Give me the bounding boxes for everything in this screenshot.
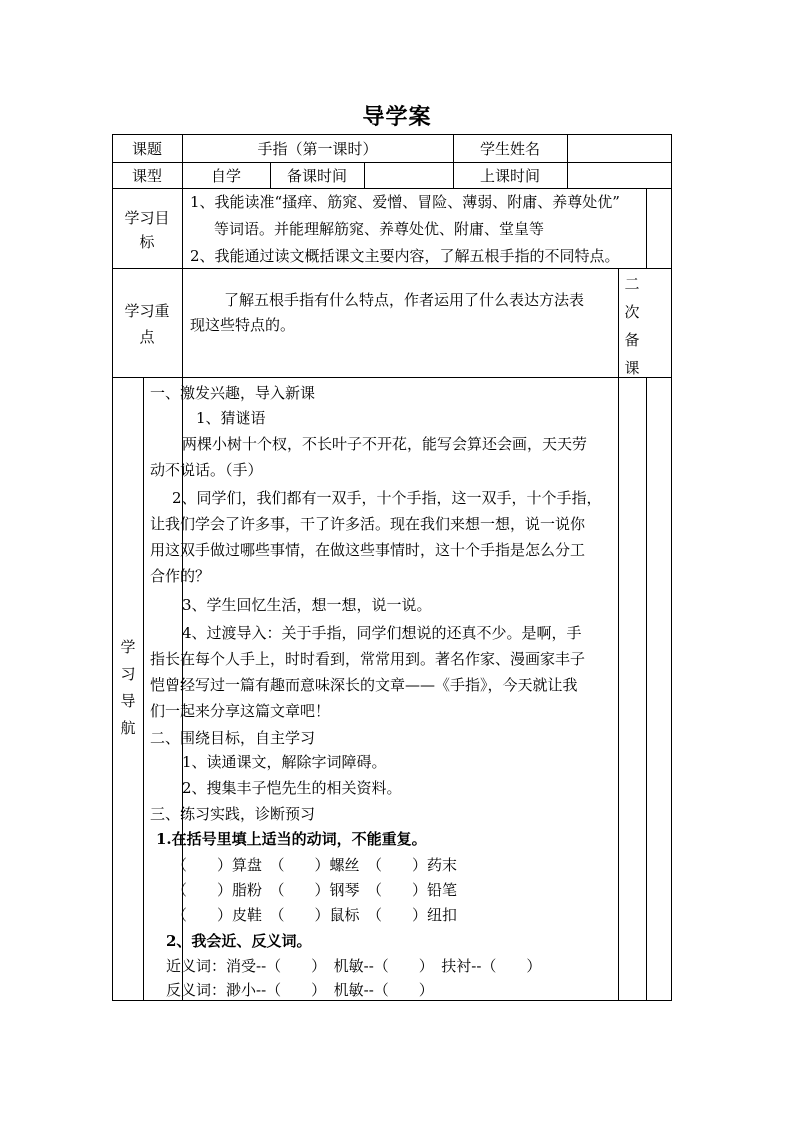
guide-line-15: 1、读通课文，解除字词障碍。 xyxy=(182,753,387,771)
guide-line-1: 一、激发兴趣，导入新课 xyxy=(150,384,316,402)
guide-line-4: 动不说话。（手） xyxy=(150,461,263,479)
guide-label: 学 习 导 航 xyxy=(120,638,136,737)
guide-line-2: 1、猜谜语 xyxy=(196,409,266,427)
guide-line-11: 指长在每个人手上，时时看到，常常用到。著名作家、漫画家丰子 xyxy=(150,650,586,668)
guide-line-24: 反义词：渺小--（ ） 机敏--（ ） xyxy=(166,981,434,999)
guide-line-21: （ ）皮鞋 （ ）鼠标 （ ）纽扣 xyxy=(172,906,458,924)
guide-line-7: 用这双手做过哪些事情，在做这些事情时，这十个手指是怎么分工 xyxy=(150,541,586,559)
goals-line-3: 2、我能通过读文概括课文主要内容，了解五根手指的不同特点。 xyxy=(190,247,620,265)
guide-line-9: 3、学生回忆生活，想一想，说一说。 xyxy=(182,596,432,614)
guide-line-6: 让我们学会了许多事，干了许多活。现在我们来想一想，说一说你 xyxy=(150,515,586,533)
page-title: 导学案 xyxy=(362,104,432,130)
label-class-time: 上课时间 xyxy=(479,167,540,185)
guide-line-12: 恺曾经写过一篇有趣而意味深长的文章——《手指》，今天就让我 xyxy=(150,676,578,694)
label-lesson-type: 课型 xyxy=(131,167,162,185)
focus-line-2: 现这些特点的。 xyxy=(190,316,296,334)
topic-value: 手指（第一课时） xyxy=(257,140,378,158)
label-topic: 课题 xyxy=(131,140,162,158)
focus-label: 学习重 点 xyxy=(124,302,170,346)
guide-line-3: 两棵小树十个杈，不长叶子不开花，能写会算还会画，天天劳 xyxy=(182,435,588,453)
guide-line-10: 4、过渡导入：关于手指，同学们想说的还真不少。是啊，手 xyxy=(182,624,582,642)
secondary-prep-label: 二 次 备 课 xyxy=(624,275,640,377)
lesson-type-value: 自学 xyxy=(210,167,241,185)
goals-line-2: 等词语。并能理解筋窕、养尊处优、附庸、堂皇等 xyxy=(214,220,545,238)
label-prep-time: 备课时间 xyxy=(286,167,347,185)
focus-line-1: 了解五根手指有什么特点，作者运用了什么表达方法表 xyxy=(224,291,585,309)
guide-line-13: 们一起来分享这篇文章吧！ xyxy=(150,702,331,720)
guide-line-20: （ ）脂粉 （ ）钢琴 （ ）铅笔 xyxy=(172,881,458,899)
goals-label: 学习目 标 xyxy=(124,209,170,251)
guide-line-16: 2、搜集丰子恺先生的相关资料。 xyxy=(182,779,402,797)
guide-line-5: 2、同学们，我们都有一双手，十个手指，这一双手，十个手指， xyxy=(172,489,602,507)
guide-line-14: 二、围绕目标，自主学习 xyxy=(150,729,316,747)
goals-line-1: 1、我能读准“搔痒、筋窕、爱憎、冒险、薄弱、附庸、养尊处优” xyxy=(190,193,620,211)
label-student-name: 学生姓名 xyxy=(479,140,540,158)
guide-line-18: 1.在括号里填上适当的动词，不能重复。 xyxy=(156,830,427,848)
guide-line-8: 合作的？ xyxy=(150,567,211,585)
guide-line-19: （ ）算盘 （ ）螺丝 （ ）药末 xyxy=(172,856,458,874)
guide-line-22: 2、我会近、反义词。 xyxy=(166,932,312,950)
guide-line-17: 三、练习实践，诊断预习 xyxy=(150,805,316,823)
guide-line-23: 近义词：消受--（ ） 机敏--（ ） 扶衬--（ ） xyxy=(166,957,542,975)
